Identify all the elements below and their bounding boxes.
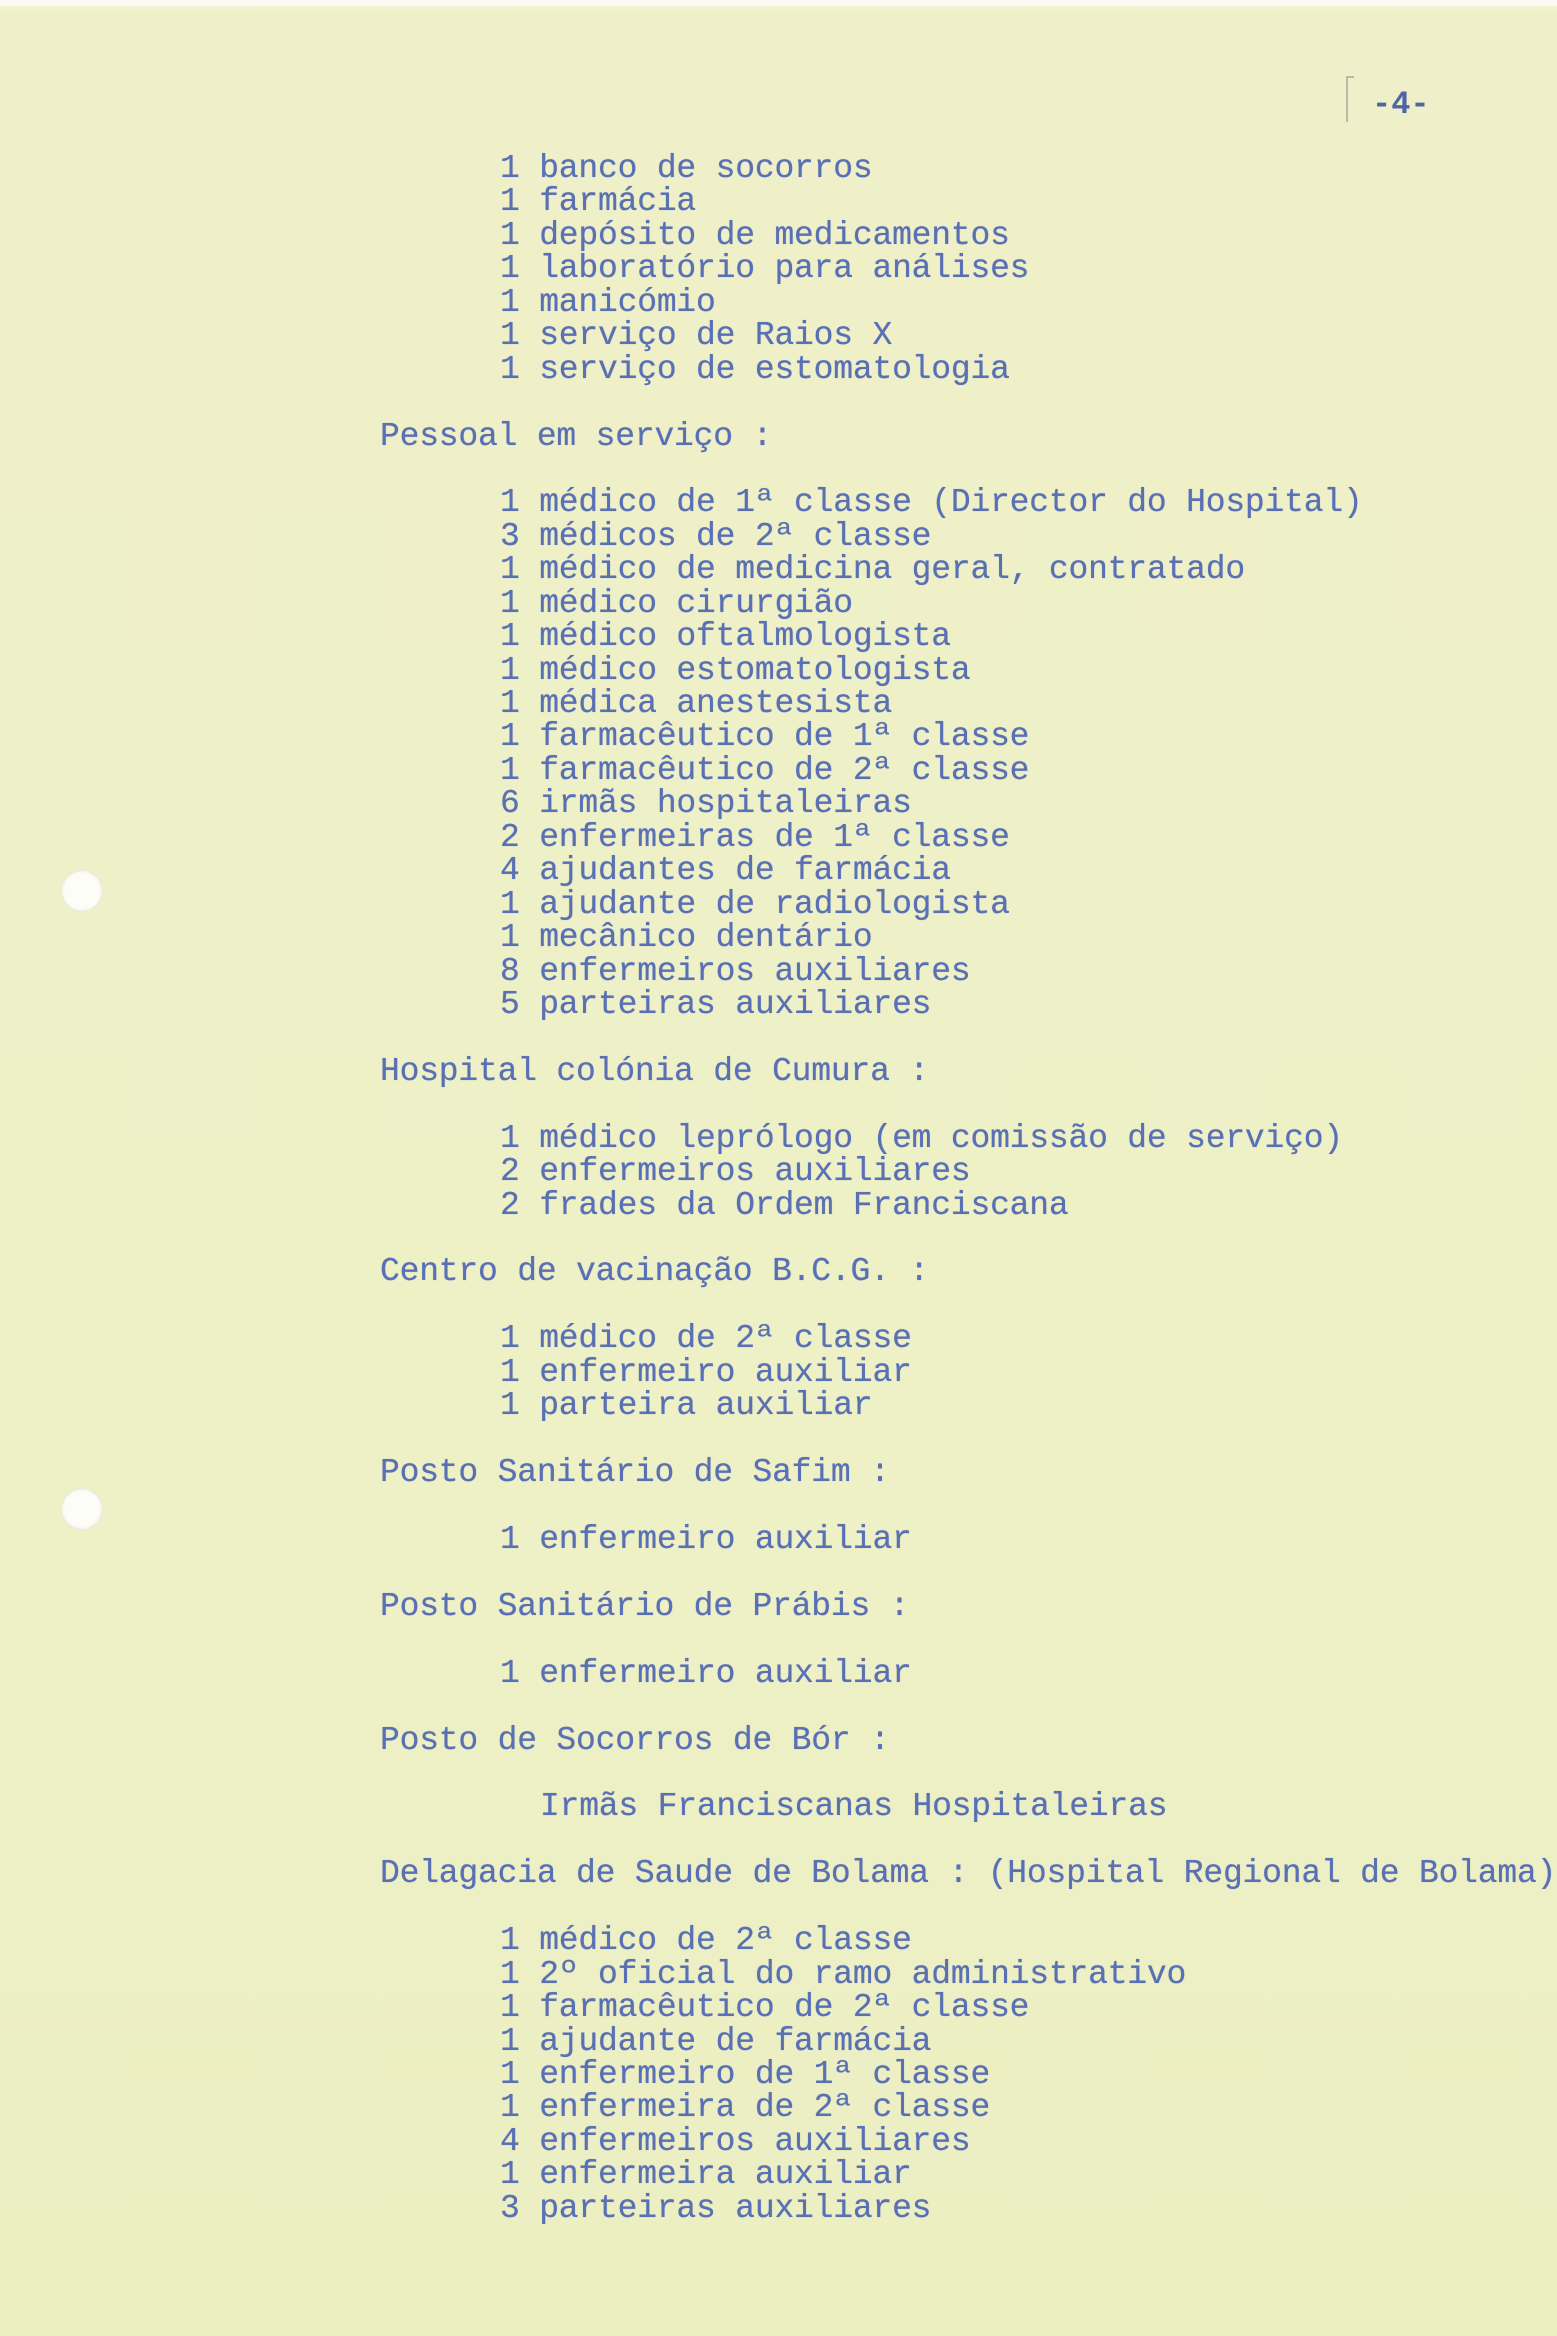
page-top-edge [0, 0, 1557, 6]
list-item: 1 enfermeiro auxiliar [500, 1353, 912, 1391]
section-heading: Posto Sanitário de Prábis : [380, 1587, 910, 1625]
blank-line [0, 1289, 1557, 1322]
list-item: 1 farmacêutico de 2ª classe [500, 751, 1030, 789]
section-heading: Delagacia de Saude de Bolama : (Hospital Regional de Bolama) [380, 1855, 1557, 1893]
list-item: 1 farmacêutico de 1ª classe [500, 718, 1030, 756]
list-item: 1 médica anestesista [500, 685, 893, 722]
list-item: 1 ajudante de farmácia [500, 2022, 932, 2060]
list-item: 6 irmãs hospitaleiras [500, 785, 912, 823]
document-body [0, 152, 1557, 2225]
list-item: 1 farmacêutico de 2ª classe [500, 1989, 1030, 2027]
list-item: 1 mecânico dentário [500, 919, 873, 957]
list-item: 1 médico estomatologista [500, 651, 971, 689]
list-item: 1 enfermeiro auxiliar [500, 1520, 912, 1558]
list-item: 4 enfermeiros auxiliares [500, 2122, 971, 2160]
section-heading: Centro de vacinação B.C.G. : [380, 1253, 929, 1291]
blank-line [0, 1891, 1557, 1924]
list-item: 1 médico de 1ª classe (Director do Hospital) [500, 484, 1363, 522]
list-item: 3 médicos de 2ª classe [500, 517, 932, 555]
blank-line [0, 453, 1557, 486]
list-item: 1 médico de 2ª classe [500, 1320, 912, 1358]
section-heading: Hospital colónia de Cumura : [380, 1052, 929, 1090]
list-item: 1 enfermeira auxiliar [500, 2156, 912, 2194]
list-item: 4 ajudantes de farmácia [500, 852, 951, 890]
blank-line [0, 386, 1557, 419]
list-item: 5 parteiras auxiliares [500, 985, 932, 1023]
list-item: 1 ajudante de radiologista [500, 885, 1010, 923]
list-item: 1 laboratório para análises [500, 250, 1030, 288]
list-item: 1 parteira auxiliar [500, 1387, 873, 1425]
blank-line [0, 1690, 1557, 1723]
blank-line [0, 1088, 1557, 1121]
list-item: 1 2º oficial do ramo administrativo [500, 1955, 1187, 1993]
blank-line [0, 1824, 1557, 1857]
blank-line [0, 1021, 1557, 1054]
list-item: 1 médico oftalmologista [500, 618, 951, 656]
list-item: 3 parteiras auxiliares [500, 2189, 932, 2227]
section-heading: Posto de Socorros de Bór : [380, 1721, 890, 1759]
section-subtext: Irmãs Franciscanas Hospitaleiras [540, 1788, 1168, 1826]
list-item: 1 serviço de estomatologia [500, 350, 1010, 388]
blank-line [0, 1423, 1557, 1456]
list-item: 2 enfermeiros auxiliares [500, 1153, 971, 1191]
blank-line [0, 1222, 1557, 1255]
section-heading: Pessoal em serviço : [380, 417, 773, 455]
list-item: 1 médico de medicina geral, contratado [500, 551, 1245, 589]
section-heading: Posto Sanitário de Safim : [380, 1454, 890, 1492]
list-item: 1 médico leprólogo (em comissão de serviço) [500, 1119, 1343, 1157]
list-item: 1 enfermeiro auxiliar [500, 1654, 912, 1692]
blank-line [0, 1757, 1557, 1790]
list-item: 2 enfermeiras de 1ª classe [500, 818, 1010, 856]
list-item: 1 banco de socorros [500, 150, 873, 187]
blank-line [0, 1556, 1557, 1589]
list-item: 1 depósito de medicamentos [500, 216, 1010, 254]
list-item: 1 médico de 2ª classe [500, 1922, 912, 1960]
list-item: 1 serviço de Raios X [500, 317, 893, 355]
list-item: 1 farmácia [500, 183, 697, 221]
list-item: 1 enfermeiro de 1ª classe [500, 2055, 991, 2093]
list-item: 1 enfermeira de 2ª classe [500, 2089, 991, 2127]
pencil-mark [1346, 76, 1354, 122]
blank-line [0, 1623, 1557, 1656]
list-item: 2 frades da Ordem Franciscana [500, 1186, 1069, 1224]
blank-line [0, 1490, 1557, 1523]
page-number: -4- [1372, 86, 1430, 123]
list-item: 8 enfermeiros auxiliares [500, 952, 971, 990]
list-item: 1 médico cirurgião [500, 584, 853, 622]
list-item: 1 manicómio [500, 283, 716, 321]
